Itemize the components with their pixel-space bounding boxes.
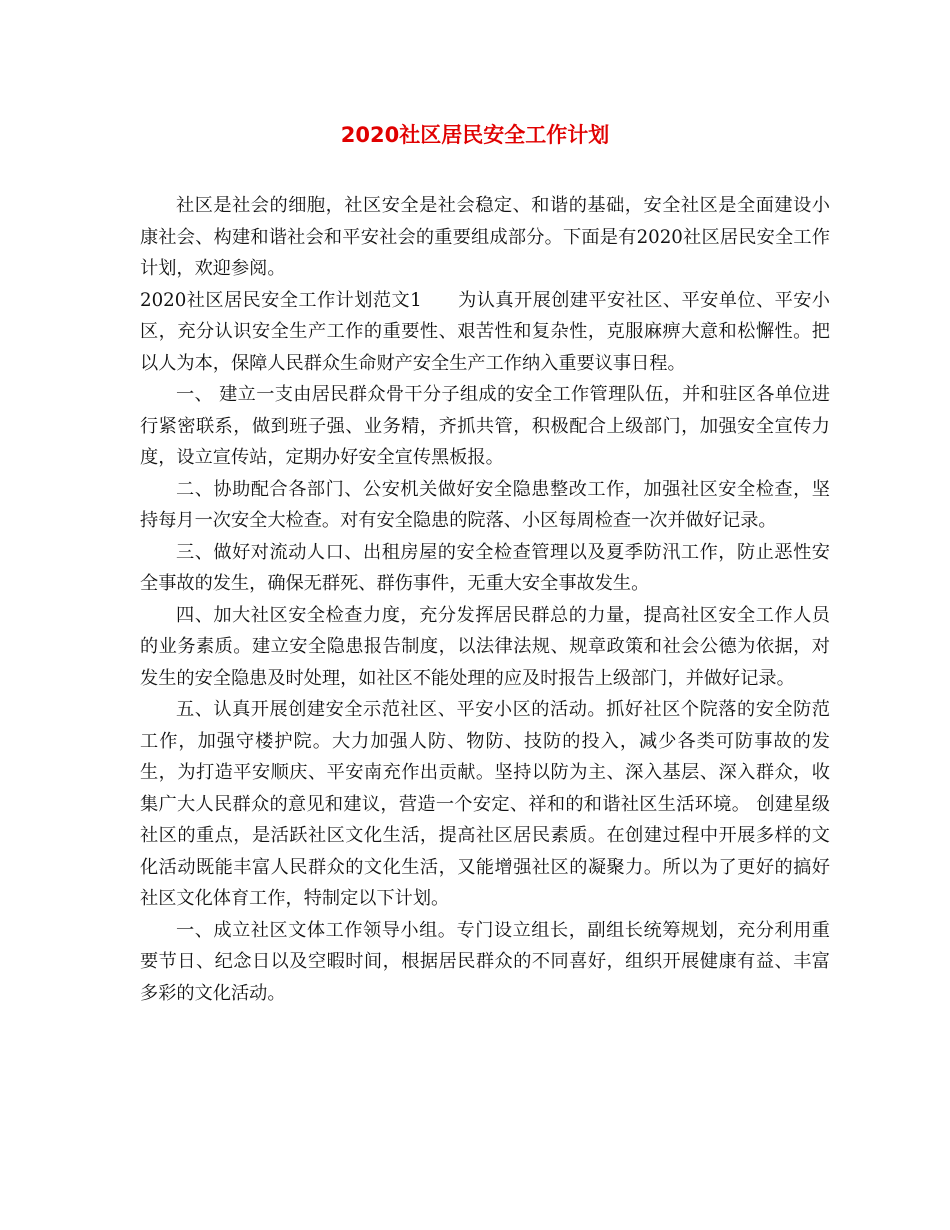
intro-paragraph: 社区是社会的细胞，社区安全是社会稳定、和谐的基础，安全社区是全面建设小康社会、构建和谐社会和平安社会的重要组成部分。下面是有2020社区居民安全工作计划，欢迎参阅。 — [140, 195, 830, 279]
sample-paragraph — [140, 285, 830, 380]
item-paragraph-4: 四、加大社区安全检查力度，充分发挥居民群总的力量，提高社区安全工作人员的业务素质。建立安全隐患报告制度，以法律法规、规章政策和社会公德为依据，对发生的安全隐患及时处理，如社区不能处理的应及时报告上级部门，并做好记录。 — [140, 604, 830, 689]
item-paragraph-6: 一、成立社区文体工作领导小组。专门设立组长，副组长统筹规划，充分利用重要节日、纪念日以及空暇时间，根据居民群众的不同喜好，组织开展健康有益、丰富多彩的文化活动。 — [140, 919, 830, 1004]
item-paragraph-1: 一、 建立一支由居民群众骨干分子组成的安全工作管理队伍，并和驻区各单位进行紧密联系，做到班子强、业务精，齐抓共管，积极配合上级部门，加强安全宣传力度，设立宣传站，定期办好安全宣传黑板报。 — [140, 384, 830, 468]
item-paragraph-3: 三、做好对流动人口、出租房屋的安全检查管理以及夏季防汛工作，防止恶性安全事故的发生，确保无群死、群伤事件，无重大安全事故发生。 — [140, 541, 830, 594]
sample-heading: 2020社区居民安全工作计划范文1 — [140, 289, 422, 311]
item-paragraph-5: 五、认真开展创建安全示范社区、平安小区的活动。抓好社区个院落的安全防范工作，加强守楼护院。大力加强人防、物防、技防的投入，减少各类可防事故的发生，为打造平安顺庆、平安南充作出贡献。坚持以防为主、深入基层、深入群众，收集广大人民群众的意见和建议，营造一个安定、祥和的和谐社区生活环境。 创建星级社区的重点，是活跃社区文化生活，提高社区居民素质。在创建过程中开展多样的文化活动既能丰富人民群众的文化生活，又能增强社区的凝聚力。所以为了更好的搞好社区文化体育工作，特制定以下计划。 — [140, 699, 830, 909]
sample-lead: 为认真开展创建平安社区、平安单位、平安小区，充分认识安全生产工作的重要性、艰苦性和复杂性，克服麻痹大意和松懈性。把以人为本，保障人民群众生命财产安全生产工作纳入重要议事日程。 — [140, 289, 830, 374]
document-body — [140, 190, 830, 1009]
item-paragraph-2: 二、协助配合各部门、公安机关做好安全隐患整改工作，加强社区安全检查，坚持每月一次安全大检查。对有安全隐患的院落、小区每周检查一次并做好记录。 — [140, 478, 830, 531]
document-title: 2020社区居民安全工作计划 — [340, 123, 610, 147]
